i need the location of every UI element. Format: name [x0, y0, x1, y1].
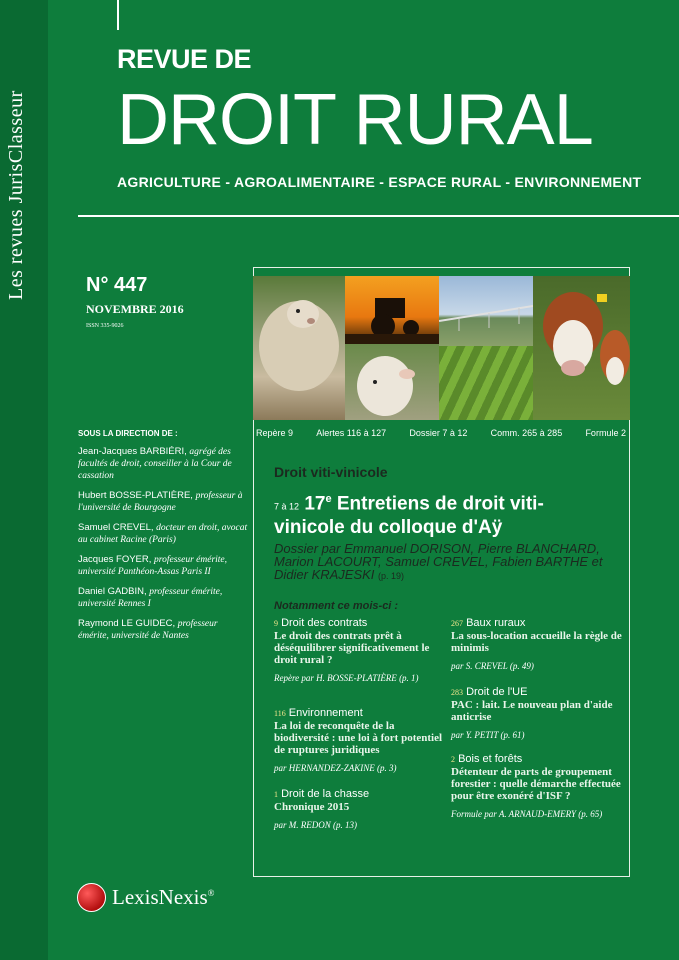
feature-byline: Dossier par Emmanuel DORISON, Pierre BLANCHARD, Marion LACOURT, Samuel CREVEL, Fabien BARTHE et Didier KRAJESKI (p. 19): [274, 541, 603, 582]
direction-member: Jacques FOYER, professeur émérite, université Panthéon-Assas Paris II: [78, 554, 228, 577]
photo-collage: [253, 276, 630, 420]
direction-member: Hubert BOSSE-PLATIÈRE, professeur à l'université de Bourgogne: [78, 490, 243, 513]
article-item: 267 Baux ruraux La sous-location accueille la règle de minimis par S. CREVEL (p. 49): [451, 617, 622, 671]
issue-number: N° 447: [86, 274, 148, 296]
direction-list: [78, 446, 248, 650]
journal-kicker: REVUE DE: [117, 44, 252, 74]
nav-item: Dossier 7 à 12: [409, 428, 468, 438]
irrigation-photo: [439, 276, 533, 346]
journal-subtitle: AGRICULTURE - AGROALIMENTAIRE - ESPACE RURAL - ENVIRONNEMENT: [117, 174, 642, 190]
nav-item: Alertes 116 à 127: [316, 428, 387, 438]
spine-collection-name: Les revues JurisClasseur: [5, 90, 27, 300]
article-item: 1 Droit de la chasse Chronique 2015 par M. REDON (p. 13): [274, 788, 370, 830]
issue-date: NOVEMBRE 2016: [86, 302, 184, 316]
direction-member: Samuel CREVEL, docteur en droit, avocat au cabinet Racine (Paris): [78, 522, 248, 545]
article-item: 116 Environnement La loi de reconquête de la biodiversité : une loi à fort potentiel de ruptures juridiques par HERNANDEZ-ZAKINE (p. 3): [274, 707, 443, 773]
nav-item: Comm. 265 à 285: [490, 428, 563, 438]
article-item: 9 Droit des contrats Le droit des contrats prêt à déséquilibrer significativement le droit rural ? Repère par H. BOSSE-PLATIÈRE (p. 1): [274, 617, 430, 683]
header-rule: [78, 215, 679, 217]
feature-pages: 7 à 12: [274, 501, 300, 512]
nav-item: Repère 9: [256, 428, 294, 438]
issn: ISSN 335-9026: [86, 323, 124, 329]
feature-title: 7 à 12 17e Entretiens de droit viti-vinicole du colloque d'Aÿ: [274, 493, 544, 539]
direction-member: Raymond LE GUIDEC, professeur émérite, université de Nantes: [78, 618, 218, 641]
sheep-photo: [253, 276, 345, 420]
tractor-photo: [345, 276, 439, 344]
direction-title: SOUS LA DIRECTION DE :: [78, 429, 178, 438]
cattle-photo: [533, 276, 630, 420]
direction-member: Daniel GADBIN, professeur émérite, université Rennes I: [78, 586, 223, 609]
publisher-logo: [77, 883, 215, 912]
lamb-photo: [345, 344, 439, 420]
dossier-heading: Droit viti-vinicole: [274, 464, 388, 480]
article-item: 283 Droit de l'UE PAC : lait. Le nouveau plan d'aide anticrise par Y. PETIT (p. 61): [451, 686, 613, 740]
section-nav: [256, 428, 626, 438]
nav-item: Formule 2: [585, 428, 626, 438]
notamment-heading: Notamment ce mois-ci :: [274, 600, 399, 612]
publisher-name: LexisNexis®: [112, 885, 215, 909]
article-item: 2 Bois et forêts Détenteur de parts de groupement forestier : quelle démarche effectuée pour être exonéré d'ISF ? Formule par A. ARNAUD-EMERY (p. 65): [451, 753, 621, 819]
journal-title: DROIT RURAL: [117, 80, 593, 160]
field-photo: [439, 346, 533, 420]
direction-member: Jean-Jacques BARBIÉRI, agrégé des facultés de droit, conseiller à la Cour de cassation: [78, 446, 232, 481]
lexisnexis-logo-icon: [77, 883, 106, 912]
header-divider: [117, 0, 119, 30]
